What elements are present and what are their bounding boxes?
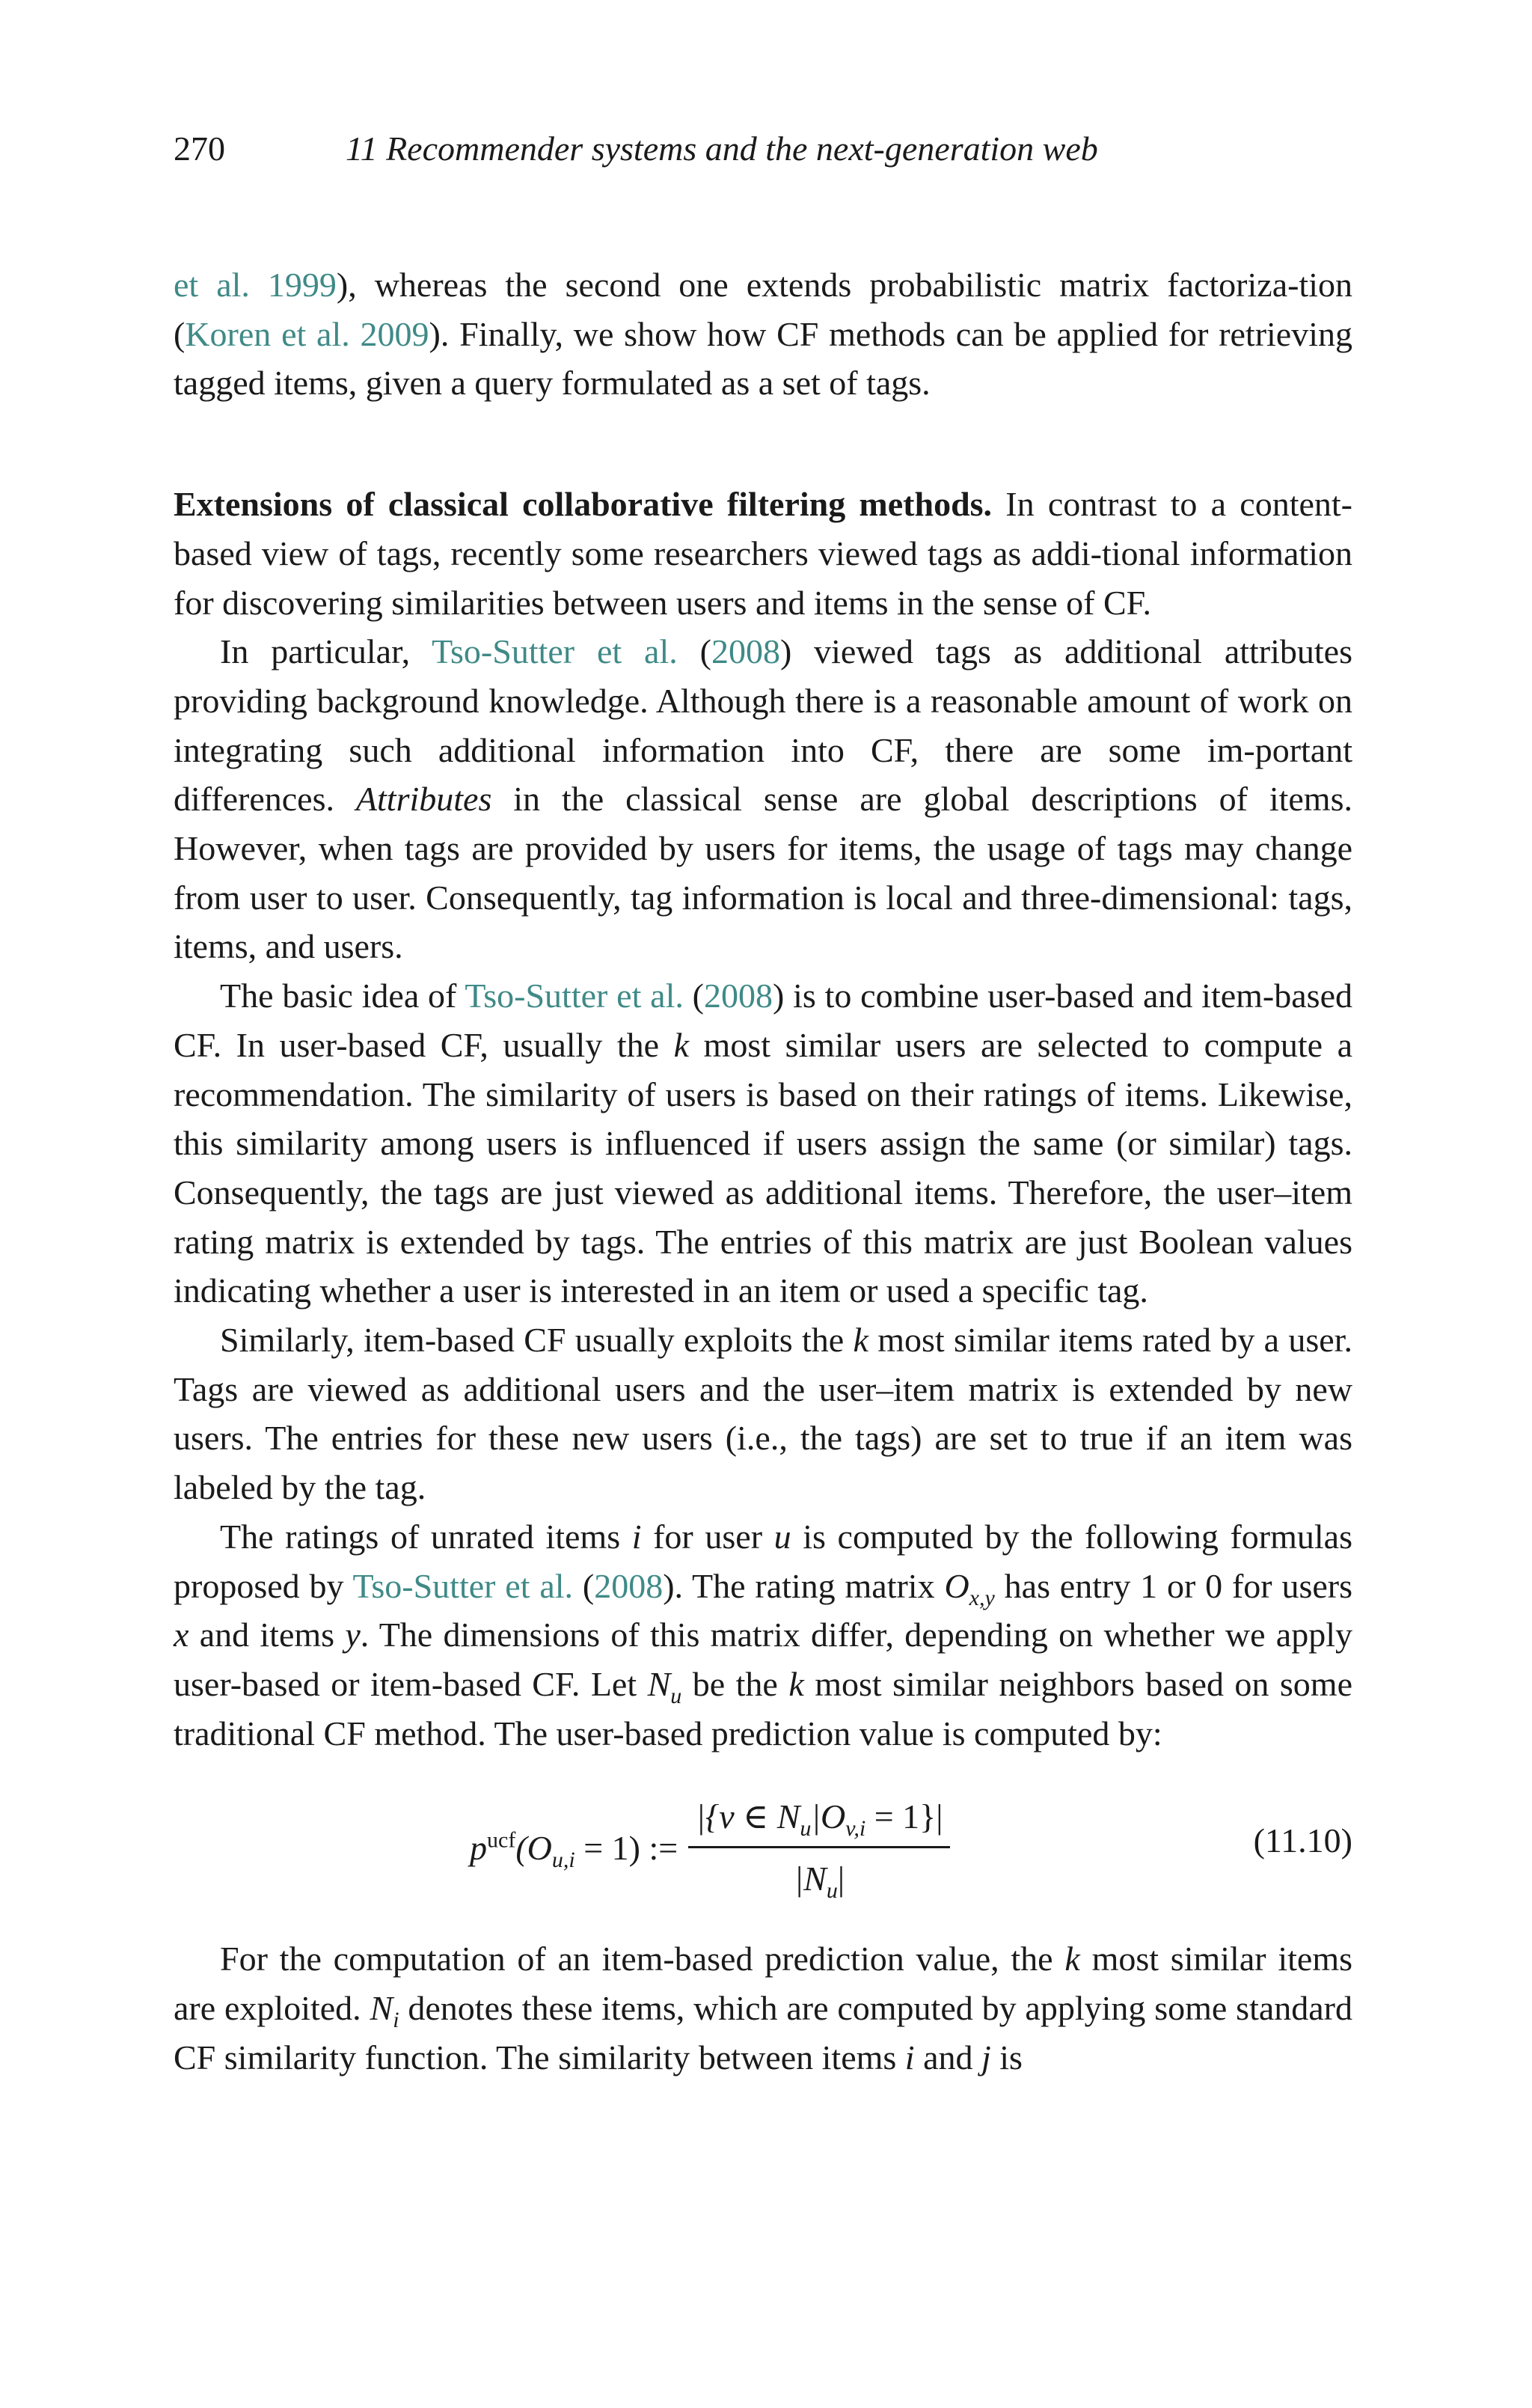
running-header: [174, 124, 1352, 174]
citation-link[interactable]: Koren et al. 2009: [185, 314, 429, 353]
text: is computed by the following formulas proposed by: [174, 1517, 1352, 1605]
text: ). The rating matrix: [663, 1566, 945, 1605]
numerator: [688, 1792, 950, 1846]
paragraph-ratings: [174, 1512, 1352, 1758]
math-text: |: [837, 1860, 845, 1898]
math-var: k: [853, 1321, 868, 1360]
math-text: |O: [811, 1797, 846, 1836]
math-var: k: [1064, 1940, 1080, 1978]
paragraph-item-based: [174, 1315, 1352, 1512]
math-subscript: u: [800, 1816, 812, 1842]
math-text: |N: [794, 1860, 827, 1898]
math-var: O: [944, 1566, 969, 1605]
math-var: N: [647, 1664, 671, 1703]
equation: [470, 1792, 950, 1903]
text: is: [990, 2038, 1023, 2077]
math-subscript: u,i: [551, 1847, 575, 1872]
text: and items: [189, 1616, 346, 1654]
equation-lhs: [470, 1824, 678, 1873]
paragraph-item-prediction: [174, 1934, 1352, 2082]
math-text: |{v ∈ N: [696, 1797, 800, 1836]
text: ), whereas the second one extends probabilistic matrix factoriza-tion (: [174, 266, 1352, 353]
text: most similar users are selected to compute a recommendation. The similarity of users is based on their ratings of items. Likewise, this similarity among users is influenced if users assign the same (or similar) tags. Consequently, the tags are just viewed as additional items. Therefore, the user–item rating matrix is extended by tags. The entries of this matrix are just Boolean values indicating whether a user is interested in an item or used a specific tag.: [174, 1025, 1352, 1310]
math-subscript: u: [670, 1684, 682, 1709]
math-var: (O: [515, 1828, 552, 1867]
math-subscript: x,y: [969, 1585, 995, 1610]
text: In contrast to a content-based view of tags, recently some researchers viewed tags as addi-tional information for discovering similarities between users and items in the sense of CF.: [174, 485, 1352, 622]
math-var: i: [904, 2038, 915, 2077]
body-text: [174, 260, 1352, 2082]
math-var: x: [174, 1616, 189, 1654]
text: in the classical sense are global descriptions of items. However, when tags are provided by users for items, the usage of tags may change from user to user. Consequently, tag information is local and three-dimensional: tags, items, and users.: [174, 780, 1352, 966]
text: has entry 1 or 0 for users: [994, 1566, 1352, 1605]
citation-link[interactable]: Tso-Sutter et al.: [465, 977, 684, 1015]
math-var: N: [370, 1989, 393, 2028]
text: For the computation of an item-based prediction value, the: [220, 1940, 1065, 1978]
equation-block: [174, 1779, 1352, 1904]
text: . The dimensions of this matrix differ, depending on whether we apply user-based or item-based CF. Let: [174, 1616, 1353, 1703]
text: Similarly, item-based CF usually exploits the: [220, 1321, 854, 1360]
run-in-heading: Extensions of classical collaborative filtering methods.: [174, 485, 993, 524]
text: ). Finally, we show how CF methods can be applied for retrieving tagged items, given a query formulated as a set of tags.: [174, 314, 1352, 403]
text: most similar neighbors based on some traditional CF method. The user-based prediction value is computed by:: [174, 1664, 1352, 1752]
text: most similar items rated by a user. Tags are viewed as additional users and the user–item matrix is extended by new users. The entries for these new users (i.e., the tags) are set to true if an item was labeled by the tag.: [174, 1321, 1352, 1507]
math-var: i: [631, 1517, 642, 1556]
text: (: [683, 977, 704, 1015]
math-text: = 1}|: [865, 1797, 943, 1836]
text: ) viewed tags as additional attributes providing background knowledge. Although there is a reasonable amount of work on integrating such additional information into CF, there are some im-portant differences.: [174, 632, 1353, 819]
page-number: 270: [174, 129, 225, 168]
citation-link[interactable]: 2008: [711, 632, 780, 671]
fraction: [688, 1792, 950, 1903]
math-var: k: [788, 1664, 804, 1703]
citation-link[interactable]: et al. 1999: [174, 266, 337, 304]
math-subscript: u: [826, 1878, 838, 1904]
text: and: [914, 2038, 981, 2077]
math-subscript: v,i: [845, 1816, 866, 1842]
math-text: = 1) :=: [574, 1828, 678, 1867]
section-gap: [174, 408, 1352, 480]
equation-number: (11.10): [1253, 1821, 1352, 1860]
citation-link[interactable]: 2008: [594, 1566, 664, 1605]
text: In particular,: [220, 632, 432, 671]
text: (: [677, 632, 711, 671]
math-var: p: [470, 1828, 487, 1867]
citation-link[interactable]: 2008: [703, 977, 773, 1015]
emphasis: Attributes: [355, 780, 492, 819]
text: be the: [681, 1664, 789, 1703]
citation-link[interactable]: Tso-Sutter et al.: [352, 1566, 574, 1605]
text: ) is to combine user-based and item-based CF. In user-based CF, usually the: [174, 977, 1352, 1064]
math-var: y: [345, 1616, 361, 1654]
paragraph-tso-sutter: [174, 627, 1352, 971]
math-subscript: i: [393, 2008, 399, 2033]
math-var: k: [673, 1025, 690, 1064]
text: (: [573, 1566, 595, 1605]
text: The basic idea of: [220, 977, 465, 1015]
text: The ratings of unrated items: [220, 1517, 632, 1556]
paragraph-continuation: [174, 260, 1352, 408]
math-superscript: ucf: [487, 1827, 516, 1853]
text: for user: [641, 1517, 774, 1556]
math-var: u: [773, 1517, 791, 1556]
text: most similar items are exploited.: [174, 1940, 1352, 2028]
denominator: [794, 1848, 845, 1904]
paragraph-basic-idea: [174, 971, 1352, 1315]
paragraph-extensions: [174, 480, 1352, 627]
math-var: j: [981, 2038, 991, 2077]
text: denotes these items, which are computed by applying some standard CF similarity function. The similarity between items: [174, 1989, 1352, 2077]
citation-link[interactable]: Tso-Sutter et al.: [432, 632, 678, 671]
running-title: 11 Recommender systems and the next-generation web: [346, 129, 1098, 168]
